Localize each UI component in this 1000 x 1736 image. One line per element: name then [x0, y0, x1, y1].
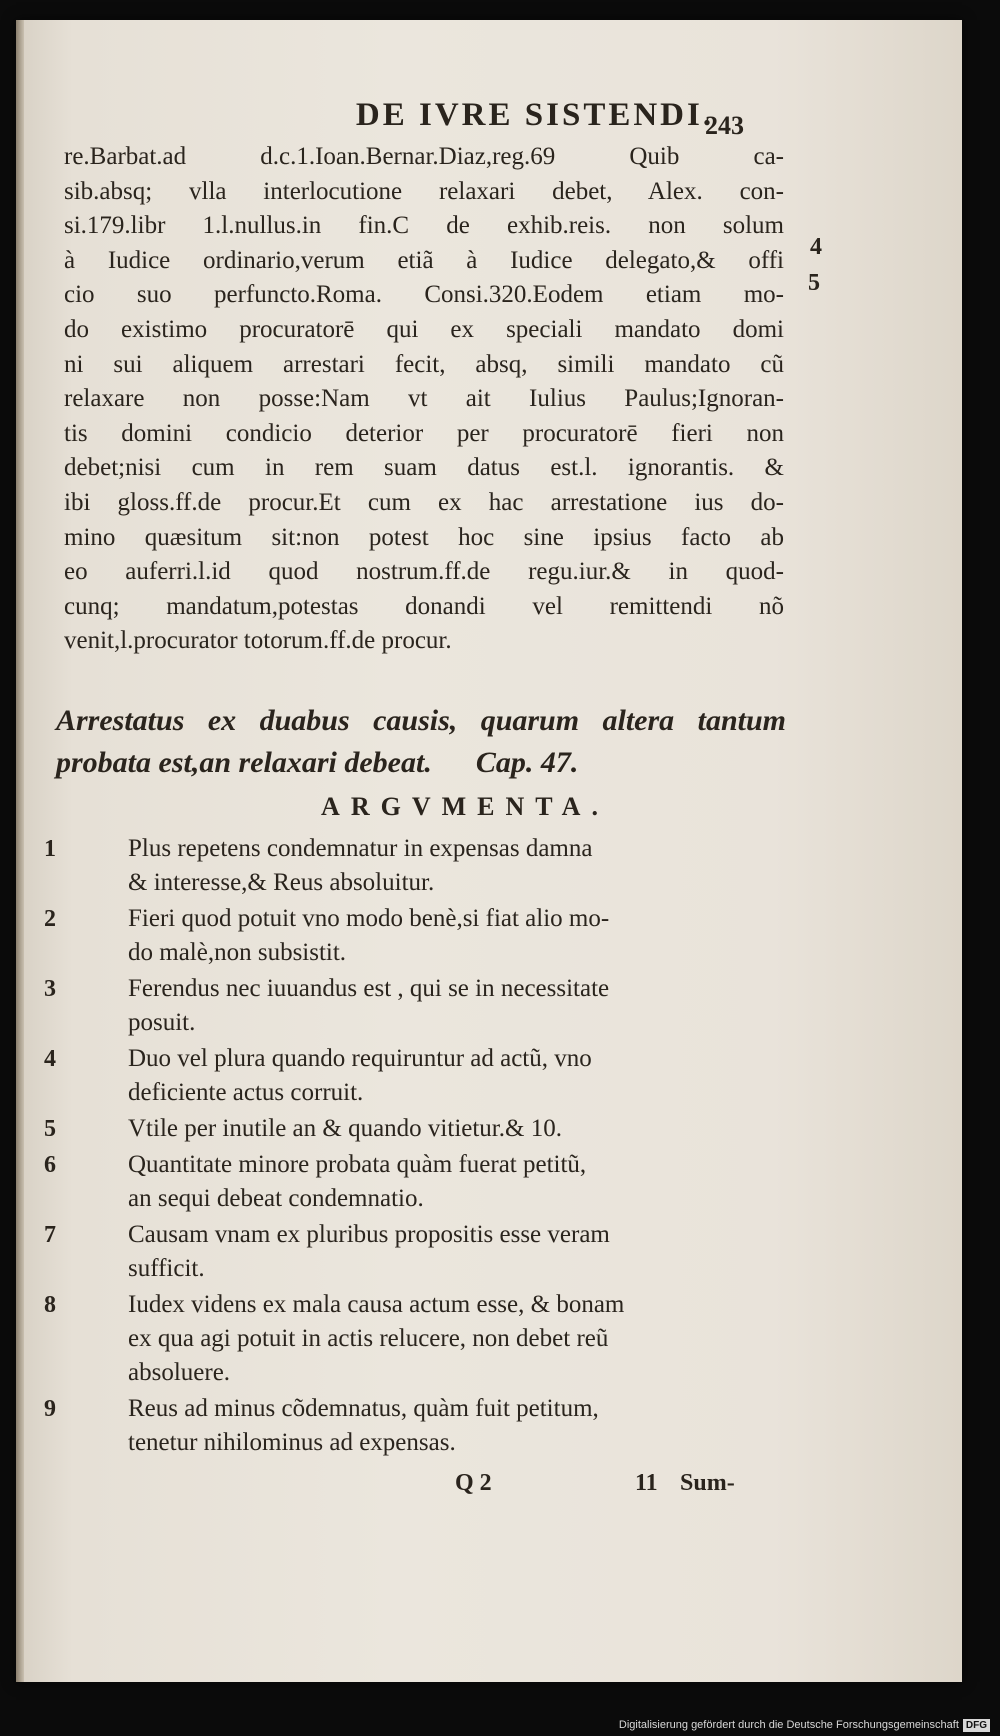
item-line: sufficit.	[128, 1255, 205, 1282]
catchword-number: 11	[635, 1470, 658, 1496]
margin-note-4: 4	[810, 234, 822, 260]
item-line: Quantitate minore probata quàm fuerat petitũ,	[128, 1151, 587, 1178]
body-line: cunq; mandatum,potestas donandi vel remittendi nõ	[64, 592, 784, 620]
body-line: mino quæsitum sit:non potest hoc sine ipsius facto ab	[64, 523, 784, 551]
item-line: & interesse,& Reus absoluitur.	[128, 869, 435, 896]
list-item	[44, 832, 784, 900]
item-number: 4	[44, 1046, 56, 1072]
chapter-heading	[56, 700, 786, 784]
section-title: ARGVMENTA.	[321, 792, 609, 821]
item-line: do malè,non subsistit.	[128, 939, 347, 966]
item-line: ex qua agi potuit in actis relucere, non debet reũ	[128, 1325, 609, 1352]
digitization-credit	[619, 1719, 990, 1732]
item-line: an sequi debeat condemnatio.	[128, 1185, 424, 1212]
list-item	[44, 1288, 784, 1390]
chapter-heading-text: probata est,an relaxari debeat.	[56, 746, 432, 779]
item-line: Causam vnam ex pluribus propositis esse veram	[128, 1221, 610, 1248]
item-line: Plus repetens condemnatur in expensas damna	[128, 835, 593, 862]
list-item	[44, 1218, 784, 1286]
body-line: relaxare non posse:Nam vt ait Iulius Paulus;Ignoran-	[64, 385, 784, 413]
body-line: re.Barbat.ad d.c.1.Ioan.Bernar.Diaz,reg.69 Quib ca-	[64, 143, 784, 170]
catchword: Sum-	[680, 1470, 735, 1496]
item-number: 3	[44, 976, 56, 1002]
chapter-heading-line: Arrestatus ex duabus causis, quarum altera tantum	[56, 704, 786, 737]
body-line: cio suo perfuncto.Roma. Consi.320.Eodem etiam mo-	[64, 281, 784, 309]
list-item	[44, 1112, 784, 1146]
item-number: 5	[44, 1116, 56, 1142]
item-line: Ferendus nec iuuandus est , qui se in necessitate	[128, 975, 610, 1002]
item-number: 9	[44, 1396, 56, 1422]
list-item	[44, 1392, 784, 1460]
body-line: do existimo procuratorē qui ex speciali mandato domi	[64, 315, 784, 343]
folio-number: 243	[705, 111, 744, 140]
item-number: 2	[44, 906, 56, 932]
list-item	[44, 1042, 784, 1110]
chapter-heading-line2	[56, 742, 786, 784]
body-line: ni sui aliquem arrestari fecit, absq, simili mandato cũ	[64, 350, 784, 378]
item-line: Fieri quod potuit vno modo benè,si fiat alio mo-	[128, 905, 610, 932]
body-line: eo auferri.l.id quod nostrum.ff.de regu.iur.& in quod-	[64, 558, 784, 586]
body-line: à Iudice ordinario,verum etiã à Iudice delegato,& offi	[64, 246, 784, 274]
body-text	[64, 140, 784, 659]
signature-mark: Q 2	[455, 1470, 492, 1496]
item-line: absoluere.	[128, 1359, 231, 1386]
item-line: deficiente actus corruit.	[128, 1079, 364, 1106]
item-line: Vtile per inutile an & quando vitietur.& 10.	[128, 1115, 562, 1142]
credit-text: Digitalisierung gefördert durch die Deutsche Forschungsgemeinschaft	[618, 1719, 959, 1731]
margin-note-5: 5	[808, 270, 820, 296]
item-number: 8	[44, 1292, 56, 1318]
item-line: Duo vel plura quando requiruntur ad actũ, vno	[128, 1045, 592, 1072]
item-line: Reus ad minus cõdemnatus, quàm fuit petitum,	[128, 1395, 599, 1422]
argument-list	[44, 832, 784, 1462]
body-line: debet;nisi cum in rem suam datus est.l. ignorantis. &	[64, 454, 784, 482]
running-head: DE IVRE SISTENDI.	[355, 97, 715, 133]
dfg-logo: DFG	[963, 1719, 990, 1732]
body-line: si.179.libr 1.l.nullus.in fin.C de exhib.reis. non solum	[64, 212, 784, 240]
body-line: venit,l.procurator totorum.ff.de procur.	[64, 627, 452, 655]
item-number: 1	[44, 836, 56, 862]
body-line: sib.absq; vlla interlocutione relaxari debet, Alex. con-	[64, 177, 784, 205]
body-line: ibi gloss.ff.de procur.Et cum ex hac arrestatione ius do-	[64, 488, 784, 516]
item-line: posuit.	[128, 1009, 196, 1036]
body-line: tis domini condicio deterior per procuratorē fieri non	[64, 419, 784, 447]
list-item	[44, 902, 784, 970]
item-number: 7	[44, 1222, 56, 1248]
page-gutter-edge	[16, 20, 24, 1682]
item-line: tenetur nihilominus ad expensas.	[128, 1429, 456, 1456]
chapter-number: Cap. 47.	[475, 746, 579, 779]
item-number: 6	[44, 1152, 56, 1178]
list-item	[44, 1148, 784, 1216]
list-item	[44, 972, 784, 1040]
item-line: Iudex videns ex mala causa actum esse, & bonam	[128, 1291, 625, 1318]
